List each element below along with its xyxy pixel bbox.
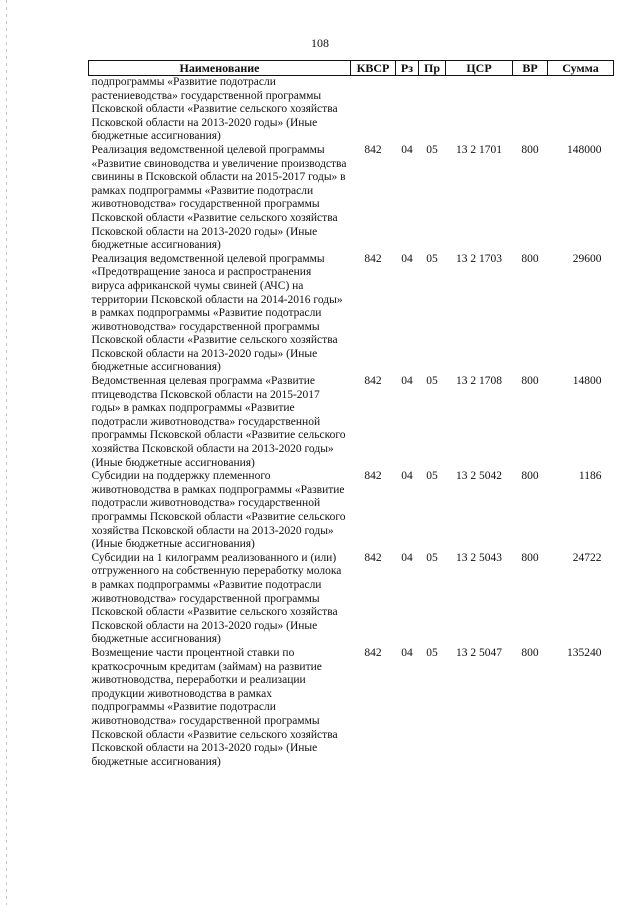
header-vr: ВР [513,61,548,76]
row-csr: 13 2 5047 [456,646,502,659]
row-rz: 04 [401,646,413,659]
table-row [89,470,614,552]
row-pr: 05 [426,551,438,564]
row-kvsr: 842 [364,646,382,659]
table-row [89,552,614,647]
row-rz: 04 [401,551,413,564]
row-sum: 29600 [572,252,602,265]
row-vr: 800 [521,646,539,659]
table-row [89,375,614,470]
header-csr: ЦСР [446,61,513,76]
row-rz: 04 [401,470,413,483]
scan-edge-artifact [6,0,7,905]
row-pr: 05 [426,143,438,156]
row-sum: 135240 [567,646,602,659]
row-csr: 13 2 1703 [456,252,502,265]
row-name: Субсидии на поддержку племенного животноводства в рамках подпрограммы «Развитие подотрасли животноводства» государственной программы Псковской области «Развитие сельского хозяйства Псковской области на 2013-2020 годы» (Иные бюджетные ассигнования) [91,470,346,551]
row-vr: 800 [521,470,539,483]
header-name: Наименование [89,61,351,76]
budget-table [88,60,614,769]
row-csr: 13 2 5043 [456,551,502,564]
row-kvsr: 842 [364,143,382,156]
row-pr: 05 [426,375,438,388]
row-name: Ведомственная целевая программа «Развитие птицеводства Псковской области на 2015-2017 годы» в рамках подпрограммы «Развитие подотрасли животноводства» государственной программы Псковской области «Развитие сельского хозяйства Псковской области на 2013-2020 годы» (Иные бюджетные ассигнования) [91,375,346,469]
row-name: Субсидии на 1 килограмм реализованного и (или) отгруженного на собственную переработку молока в рамках подпрограммы «Развитие подотрасли животноводства» государственной программы Псковской области «Развитие сельского хозяйства Псковской области на 2013-2020 годы» (Иные бюджетные ассигнования) [91,551,342,646]
row-kvsr: 842 [364,375,382,388]
row-rz: 04 [401,252,413,265]
row-name: Возмещение части процентной ставки по краткосрочным кредитам (займам) на развитие животноводства, переработки и реализации продукции животноводства в рамках подпрограммы «Развитие подотрасли животноводства» государственной программы Псковской области «Развитие сельского хозяйства Псковской области на 2013-2020 годы» (Иные бюджетные ассигнования) [91,646,338,768]
table-row [89,144,614,253]
row-csr: 13 2 5042 [456,470,502,483]
row-vr: 800 [521,143,539,156]
table-row [89,647,614,769]
row-rz: 04 [401,143,413,156]
row-kvsr: 842 [364,551,382,564]
table-row [89,253,614,375]
row-name: Реализация ведомственной целевой программы «Развитие свиноводства и увеличение производства свинины в Псковской области на 2015-2017 годы» в рамках подпрограммы «Развитие подотрасли животноводства» государственной программы Псковской области «Развитие сельского хозяйства Псковской области на 2013-2020 годы» (Иные бюджетные ассигнования) [91,143,347,252]
row-sum: 1186 [578,470,602,483]
header-pr: Пр [419,61,446,76]
row-pr: 05 [426,252,438,265]
row-vr: 800 [521,375,539,388]
row-sum: 14800 [572,375,602,388]
row-vr: 800 [521,551,539,564]
row-rz: 04 [401,375,413,388]
row-kvsr: 842 [364,470,382,483]
row-kvsr: 842 [364,252,382,265]
row-name: Реализация ведомственной целевой программы «Предотвращение заноса и распространения вируса африканской чумы свиней (АЧС) на территории Псковской области на 2014-2016 годы» в рамках подпрограммы «Развитие подотрасли животноводства» государственной программы Псковской области «Развитие сельского хозяйства Псковской области на 2013-2020 годы» (Иные бюджетные ассигнования) [91,252,343,374]
row-sum: 24722 [572,551,602,564]
header-rz: Рз [396,61,419,76]
table-header-row [89,61,614,76]
row-csr: 13 2 1708 [456,375,502,388]
row-pr: 05 [426,646,438,659]
table-row-continuation [89,76,614,144]
row-pr: 05 [426,470,438,483]
row-csr: 13 2 1701 [456,143,502,156]
header-kvsr: КВСР [351,61,396,76]
header-sum: Сумма [548,61,614,76]
row-sum: 148000 [567,143,602,156]
row-vr: 800 [521,252,539,265]
page-number: 108 [311,36,329,50]
continuation-text: подпрограммы «Развитие подотрасли растениеводства» государственной программы Псковской области «Развитие сельского хозяйства Псковской области на 2013-2020 годы» (Иные бюджетные ассигнования) [91,76,338,143]
